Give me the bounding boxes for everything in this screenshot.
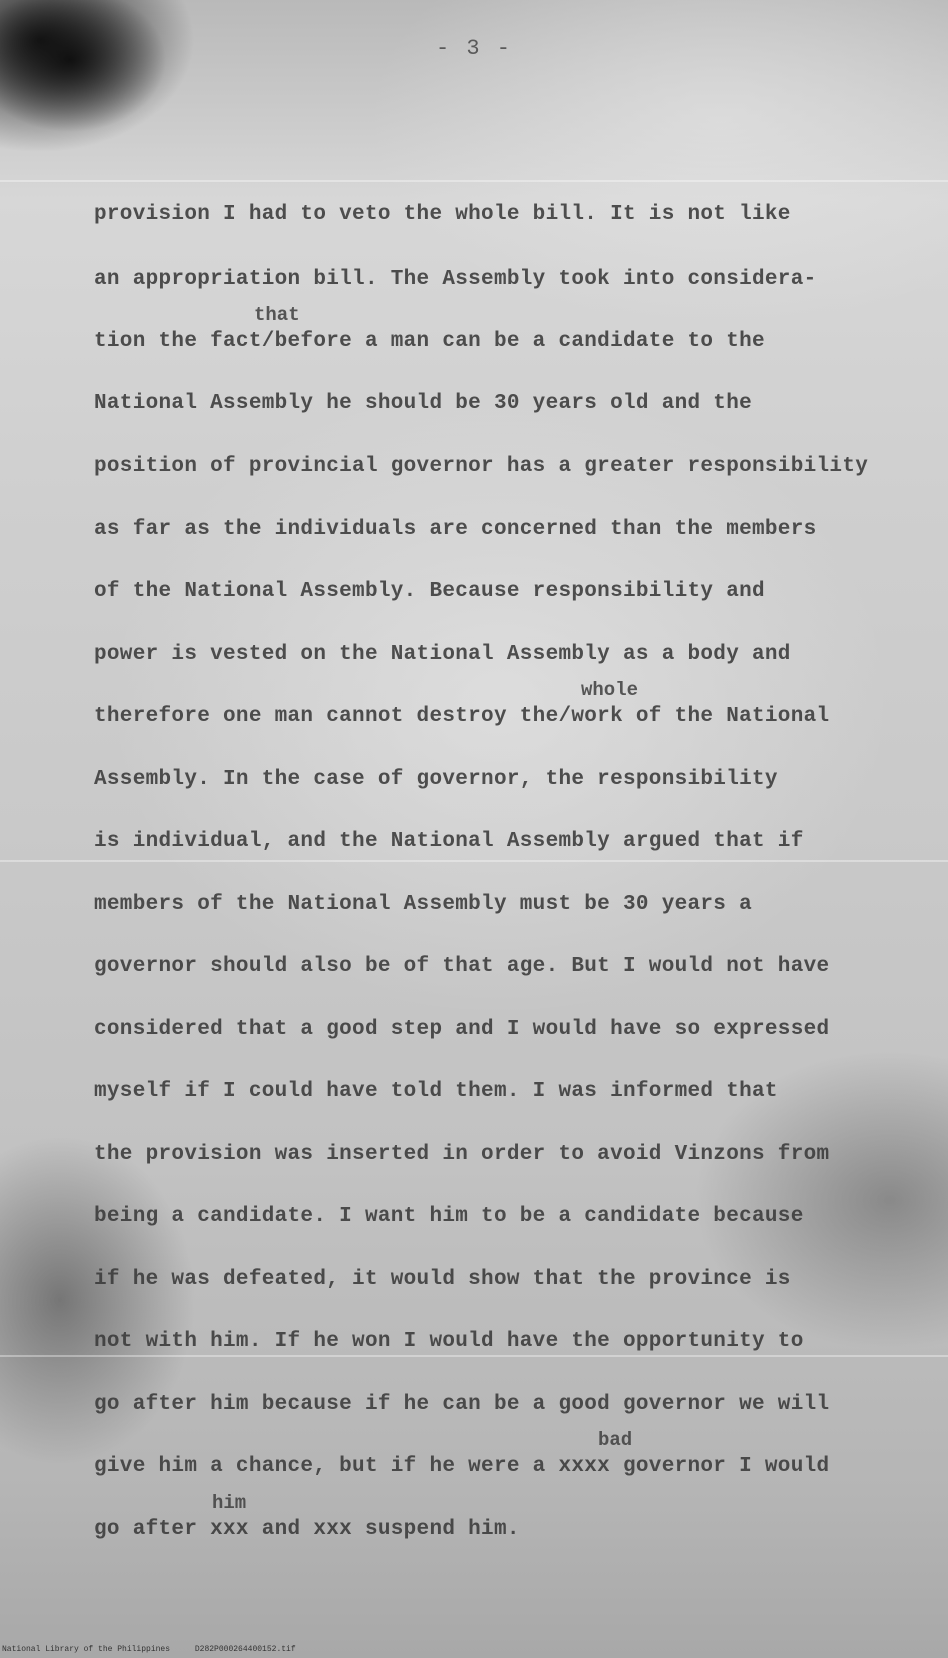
- text-line: members of the National Assembly must be 30 years a: [94, 893, 753, 916]
- text-line: therefore one man cannot destroy the/work of the National: [94, 705, 830, 728]
- page-number: - 3 -: [435, 36, 512, 61]
- handwritten-insert: that: [254, 304, 300, 326]
- text-line: an appropriation bill. The Assembly took into considera-: [94, 268, 817, 291]
- text-line: National Assembly he should be 30 years old and the: [94, 392, 753, 415]
- text-line: considered that a good step and I would have so expressed: [94, 1018, 830, 1041]
- footer-file: D282P000264400152.tif: [194, 1645, 296, 1654]
- text-line: as far as the individuals are concerned than the members: [94, 518, 817, 541]
- text-line: provision I had to veto the whole bill. It is not like: [94, 203, 791, 226]
- text-line: not with him. If he won I would have the opportunity to: [94, 1330, 804, 1353]
- text-line: if he was defeated, it would show that the province is: [94, 1268, 791, 1291]
- text-line: the provision was inserted in order to avoid Vinzons from: [94, 1143, 830, 1166]
- fold-line: [0, 1355, 948, 1357]
- corner-smudge: [0, 0, 190, 200]
- scan-footer: [2, 1645, 316, 1654]
- handwritten-insert: whole: [581, 679, 639, 701]
- fold-line: [0, 180, 948, 182]
- text-line: governor should also be of that age. But I would not have: [94, 955, 830, 978]
- handwritten-insert: bad: [598, 1429, 633, 1451]
- text-line: being a candidate. I want him to be a candidate because: [94, 1205, 804, 1228]
- text-line: tion the fact/before a man can be a candidate to the: [94, 330, 765, 353]
- text-line: Assembly. In the case of governor, the responsibility: [94, 768, 778, 791]
- fold-line: [0, 860, 948, 862]
- text-line: of the National Assembly. Because responsibility and: [94, 580, 765, 603]
- text-line: is individual, and the National Assembly argued that if: [94, 830, 804, 853]
- text-line: power is vested on the National Assembly as a body and: [94, 643, 791, 666]
- text-line: position of provincial governor has a greater responsibility: [94, 455, 869, 478]
- text-line: go after him because if he can be a good governor we will: [94, 1393, 830, 1416]
- text-line: give him a chance, but if he were a xxxx governor I would: [94, 1455, 830, 1478]
- text-line: go after xxx and xxx suspend him.: [94, 1518, 520, 1541]
- handwritten-insert: him: [212, 1492, 247, 1514]
- footer-source: National Library of the Philippines: [2, 1645, 171, 1654]
- text-line: myself if I could have told them. I was informed that: [94, 1080, 778, 1103]
